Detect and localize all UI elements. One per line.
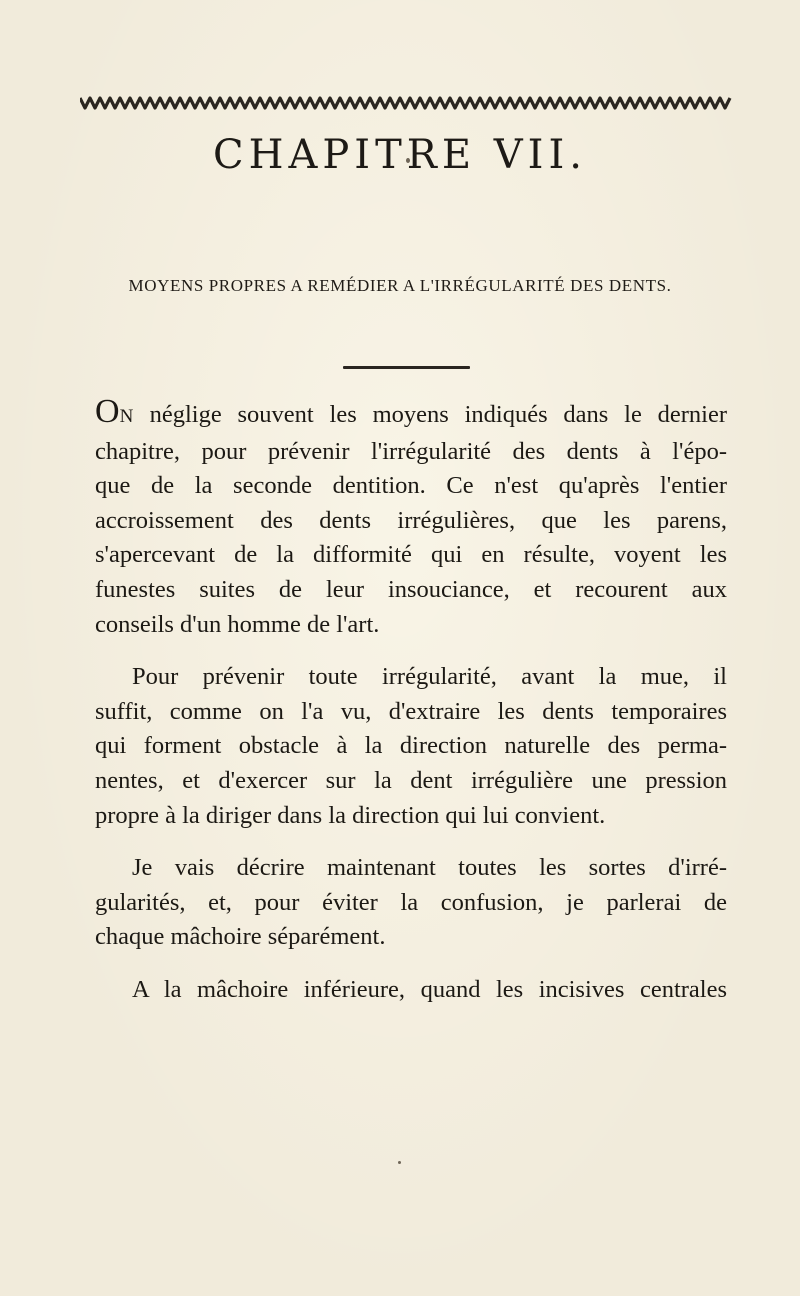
chapter-subtitle: MOYENS PROPRES A REMÉDIER A L'IRRÉGULARITÉ DES DENTS. [128, 276, 672, 295]
small-caps-letters: N [119, 406, 134, 427]
text-line: gularités, et, pour éviter la confusion, je parlerai de [95, 888, 727, 916]
paragraph-3 [95, 851, 727, 955]
decorative-border-ornament [80, 96, 732, 110]
text-line: funestes suites de leur insouciance, et recourent aux [95, 575, 727, 603]
paragraph-2 [95, 660, 727, 833]
ink-speck [398, 1161, 401, 1164]
text-line: suffit, comme on l'a vu, d'extraire les dents temporaires [95, 697, 727, 725]
text-line: chaque mâchoire séparément. [95, 923, 386, 951]
text-line: Je vais décrire maintenant toutes les sortes d'irré- [132, 854, 727, 882]
text-line: nentes, et d'exercer sur la dent irrégulière une pression [95, 766, 727, 794]
text-line: que de la seconde dentition. Ce n'est qu'après l'entier [95, 472, 727, 500]
text-line: A la mâchoire inférieure, quand les incisives centrales [132, 975, 727, 1003]
text-line: propre à la diriger dans la direction qui lui convient. [95, 801, 606, 829]
paragraph-1 [95, 393, 727, 642]
text-line [95, 393, 727, 435]
text-line: Pour prévenir toute irrégularité, avant la mue, il [132, 663, 727, 691]
text-line: chapitre, pour prévenir l'irrégularité des dents à l'épo- [95, 437, 727, 465]
drop-initial: O [95, 393, 120, 430]
text-line: qui forment obstacle à la direction naturelle des perma- [95, 732, 727, 760]
text-line-content: néglige souvent les moyens indiqués dans le dernier [133, 401, 727, 428]
paragraph-4 [95, 973, 727, 1008]
text-line: s'apercevant de la difformité qui en résulte, voyent les [95, 541, 727, 569]
section-divider [343, 366, 470, 369]
body-text [95, 393, 727, 1008]
text-line: accroissement des dents irrégulières, que les parens, [95, 506, 727, 534]
text-line: conseils d'un homme de l'art. [95, 610, 380, 638]
chapter-title: CHAPITRE VII. [212, 132, 587, 178]
